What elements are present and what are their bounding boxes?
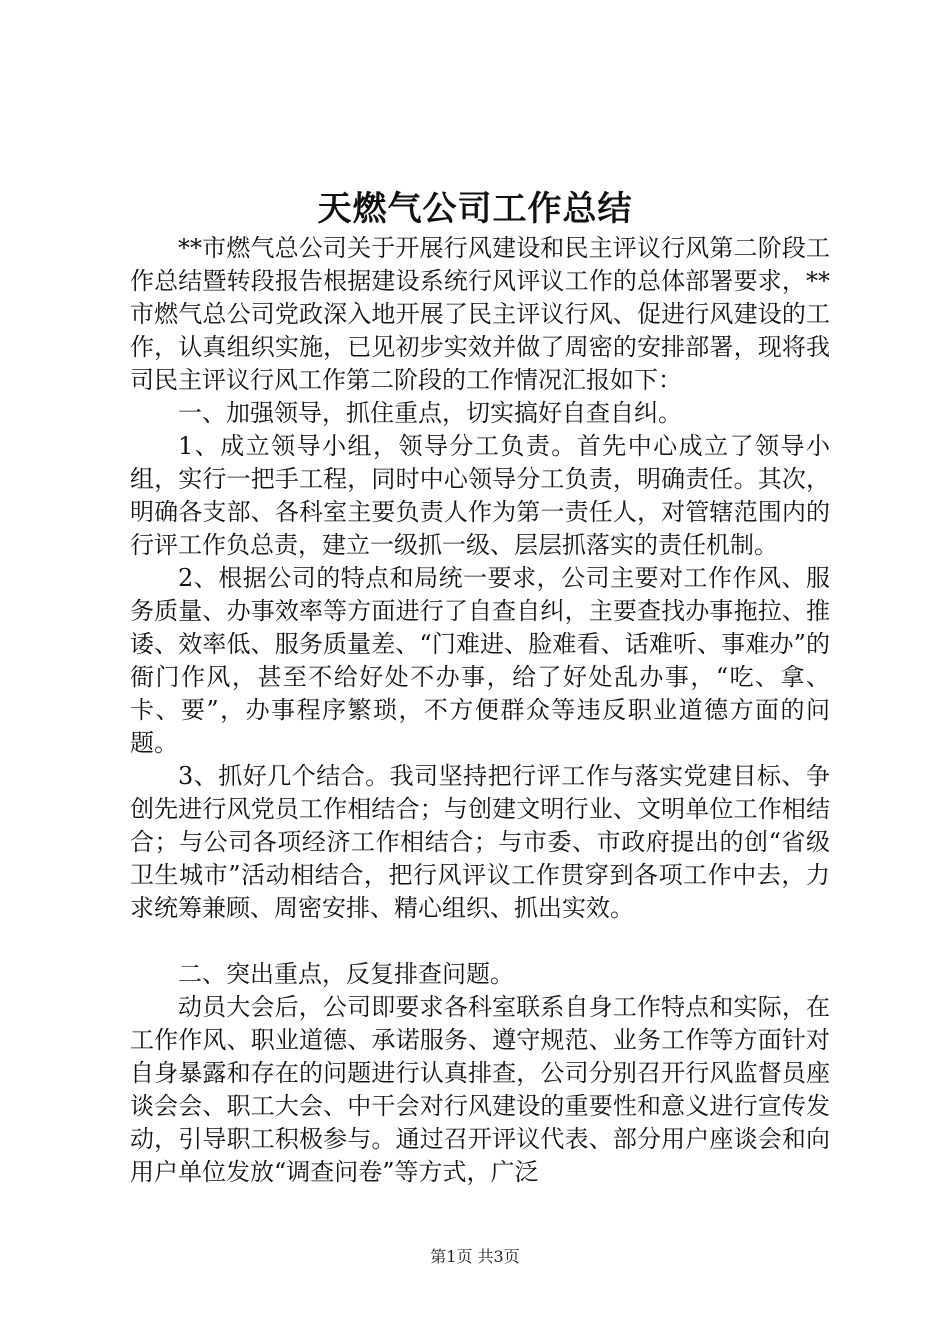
document-title: 天燃气公司工作总结: [317, 189, 633, 229]
section-heading-1: 一、加强领导，抓住重点，切实搞好自查自纠。: [178, 399, 682, 427]
paragraph-intro: **市燃气总公司关于开展行风建设和民主评议行风第二阶段工作总结暨转段报告根据建设系统行风评议工作的总体部署要求，**市燃气总公司党政深入地开展了民主评议行风、促进行风建设的工作，认真组织实施，已见初步实效并做了周密的安排部署，现将我司民主评议行风工作第二阶段的工作情况汇报如下：: [130, 234, 830, 394]
blank-line: [130, 925, 830, 958]
section-heading-2: 二、突出重点，反复排查问题。: [178, 960, 514, 988]
paragraph-item-1: 1、成立领导小组，领导分工负责。首先中心成立了领导小组，实行一把手工程，同时中心领导分工负责，明确责任。其次，明确各支部、各科室主要负责人作为第一责任人，对管辖范围内的行评工作负总责，建立一级抓一级、层层抓落实的责任机制。: [130, 432, 830, 559]
paragraph-section-2: 动员大会后，公司即要求各科室联系自身工作特点和实际，在工作作风、职业道德、承诺服务、遵守规范、业务工作等方面针对自身暴露和存在的问题进行认真排查，公司分别召开行风监督员座谈会会、职工大会、中干会对行风建设的重要性和意义进行宣传发动，引导职工积极参与。通过召开评议代表、部分用户座谈会和向用户单位发放“调查问卷”等方式，广泛: [130, 993, 830, 1186]
document-body: [130, 232, 830, 1189]
paragraph-item-2: 2、根据公司的特点和局统一要求，公司主要对工作作风、服务质量、办事效率等方面进行了自查自纠，主要查找办事拖拉、推诿、效率低、服务质量差、“门难进、脸难看、话难听、事难办”的衙门作风，甚至不给好处不办事，给了好处乱办事，“吃、拿、卡、要”，办事程序繁琐，不方便群众等违反职业道德方面的问题。: [130, 564, 830, 757]
paragraph-item-3: 3、抓好几个结合。我司坚持把行评工作与落实党建目标、争创先进行风党员工作相结合；与创建文明行业、文明单位工作相结合；与公司各项经济工作相结合；与市委、市政府提出的创“省级卫生城市”活动相结合，把行风评议工作贯穿到各项工作中去，力求统筹兼顾、周密安排、精心组织、抓出实效。: [130, 762, 830, 922]
page-number-footer: 第1页 共3页: [430, 1247, 520, 1266]
